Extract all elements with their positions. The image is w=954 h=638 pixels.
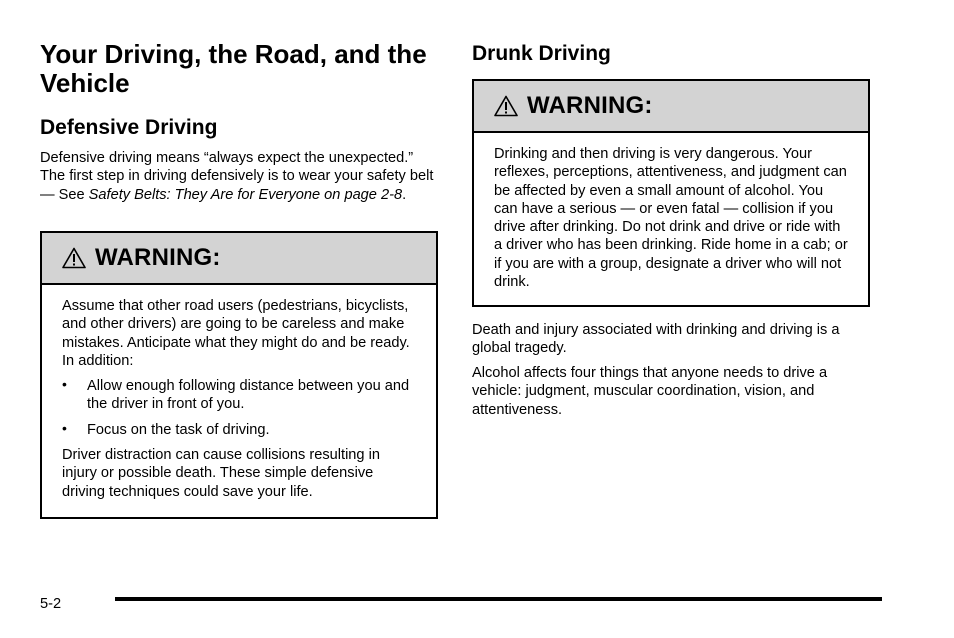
page-title: Your Driving, the Road, and the Vehicle (40, 39, 427, 98)
warning-intro-text: Assume that other road users (pedestrians, bicyclists, and other drivers) are going to be careless and make mistakes. Anticipate what they might do and be ready. In addition: (62, 298, 410, 369)
drunk-driving-paragraph-1: Death and injury associated with drinking and driving is a global tragedy. (472, 322, 840, 357)
list-item: • Focus on the task of driving. (62, 421, 418, 439)
list-item: • Allow enough following distance between you and the driver in front of you. (62, 377, 418, 414)
warning-triangle-icon (494, 95, 518, 117)
defensive-driving-warning-box (40, 231, 438, 519)
warning-closing-text: Driver distraction can cause collisions resulting in injury or possible death. These simple defensive driving techniques could save your life. (62, 447, 380, 500)
footer-rule (115, 597, 882, 601)
safety-belts-reference: Safety Belts: They Are for Everyone on page 2-8 (88, 186, 403, 203)
section-title-drunk-driving: Drunk Driving (472, 42, 611, 65)
warning-header (42, 233, 436, 285)
section-title-defensive-driving: Defensive Driving (40, 116, 218, 139)
drunk-driving-warning-box (472, 79, 870, 307)
warning-bullet-list (62, 377, 418, 439)
warning-body (42, 285, 436, 513)
page-number: 5-2 (40, 596, 62, 612)
warning-triangle-icon (62, 247, 86, 269)
warning-body (474, 133, 868, 303)
warning-label: WARNING: (527, 92, 653, 119)
warning-label: WARNING: (95, 244, 221, 271)
drunk-driving-paragraph-2: Alcohol affects four things that anyone needs to drive a vehicle: judgment, muscular coordination, vision, and attentiveness. (472, 365, 828, 418)
defensive-driving-intro: Defensive driving means “always expect the unexpected.” The first step in driving defensively is to wear your safety belt — See Safety Belts: They Are for Everyone on page 2-8. (40, 150, 434, 203)
warning-header (474, 81, 868, 133)
warning-body-text: Drinking and then driving is very dangerous. Your reflexes, perceptions, attentiveness, and judgment can be affected by even a small amount of alcohol. You can have a serious — or even fatal — collision if you drive after drinking. Do not drink and drive or ride with a driver who has been drinking. Ride home in a cab; or if you are with a group, designate a driver who will not drink. (494, 146, 848, 291)
